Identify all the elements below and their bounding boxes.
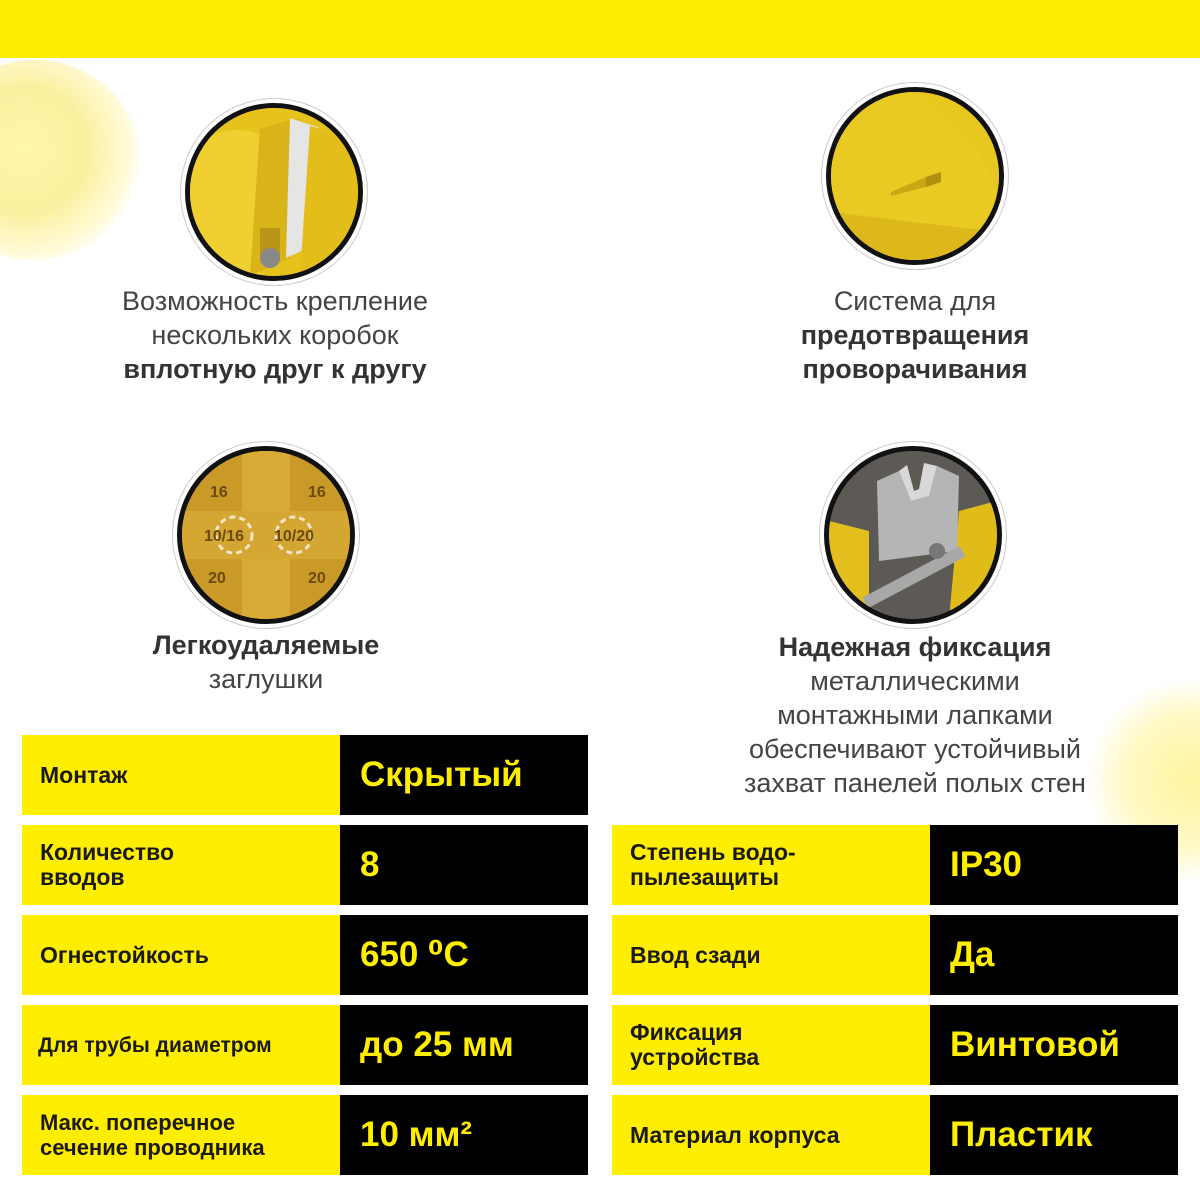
caption-line: металлическими bbox=[810, 666, 1020, 696]
top-accent-bar bbox=[0, 0, 1200, 58]
spec-label: Фиксация устройства bbox=[612, 1005, 930, 1085]
plug-label: 20 bbox=[308, 570, 326, 587]
spec-row-fire-resistance bbox=[22, 915, 588, 995]
plug-label: 10/16 bbox=[204, 528, 245, 545]
spec-row-mounting bbox=[22, 735, 588, 815]
caption-line-bold: вплотную друг к другу bbox=[123, 354, 427, 384]
feature-caption-metal-claws bbox=[660, 630, 1170, 800]
spec-value: Пластик bbox=[930, 1095, 1178, 1175]
spec-value: 8 bbox=[340, 825, 588, 905]
spec-row-body-material bbox=[612, 1095, 1178, 1175]
spec-value: 10 мм² bbox=[340, 1095, 588, 1175]
caption-line: монтажными лапками bbox=[777, 700, 1053, 730]
feature-image-metal-claws bbox=[824, 446, 1002, 624]
feature-caption-knockout-plugs bbox=[60, 628, 472, 696]
caption-line-bold: проворачивания bbox=[802, 354, 1028, 384]
spec-row-wire-section bbox=[22, 1095, 588, 1175]
feature-image-anti-rotation bbox=[826, 87, 1004, 265]
knockout-plugs-illustration bbox=[182, 451, 350, 619]
spec-value: Скрытый bbox=[340, 735, 588, 815]
spec-value: Да bbox=[930, 915, 1178, 995]
spec-value: до 25 мм bbox=[340, 1005, 588, 1085]
caption-line-bold: Надежная фиксация bbox=[778, 632, 1052, 662]
spec-label: Монтаж bbox=[22, 735, 340, 815]
feature-caption-anti-rotation bbox=[700, 284, 1130, 386]
plug-label: 16 bbox=[308, 484, 326, 501]
caption-line: Возможность крепление bbox=[121, 286, 429, 316]
caption-line: заглушки bbox=[208, 664, 324, 694]
spec-row-rear-entry bbox=[612, 915, 1178, 995]
caption-line-bold: предотвращения bbox=[800, 320, 1030, 350]
metal-claw-illustration bbox=[829, 451, 997, 619]
anti-rotation-rib-illustration bbox=[831, 92, 999, 260]
feature-image-knockout-plugs bbox=[177, 446, 355, 624]
spec-row-inputs-count bbox=[22, 825, 588, 905]
spec-label: Огнестойкость bbox=[22, 915, 340, 995]
caption-line: обеспечивают устойчивый bbox=[748, 734, 1081, 764]
spec-value: Винтовой bbox=[930, 1005, 1178, 1085]
caption-line: захват панелей полых стен bbox=[744, 768, 1086, 798]
spec-row-pipe-diameter bbox=[22, 1005, 588, 1085]
spec-label: Макс. поперечное сечение проводника bbox=[22, 1095, 340, 1175]
spec-label: Количество вводов bbox=[22, 825, 340, 905]
caption-line: Система для bbox=[833, 286, 997, 316]
spec-label: Материал корпуса bbox=[612, 1095, 930, 1175]
caption-line: нескольких коробок bbox=[151, 320, 399, 350]
spec-label: Степень водо- пылезащиты bbox=[612, 825, 930, 905]
box-joint-illustration bbox=[190, 108, 358, 276]
caption-line-bold: Легкоудаляемые bbox=[152, 630, 380, 660]
feature-caption-side-mounting bbox=[60, 284, 490, 386]
spec-row-device-fixing bbox=[612, 1005, 1178, 1085]
spec-value: 650 ⁰С bbox=[340, 915, 588, 995]
spec-value: IP30 bbox=[930, 825, 1178, 905]
product-blur-decoration bbox=[0, 60, 140, 260]
plug-label: 16 bbox=[210, 484, 228, 501]
plug-label: 20 bbox=[208, 570, 226, 587]
feature-image-side-mounting bbox=[185, 103, 363, 281]
plug-label: 10/20 bbox=[274, 528, 315, 545]
spec-row-ip-rating bbox=[612, 825, 1178, 905]
spec-label: Для трубы диаметром bbox=[22, 1005, 340, 1085]
spec-label: Ввод сзади bbox=[612, 915, 930, 995]
